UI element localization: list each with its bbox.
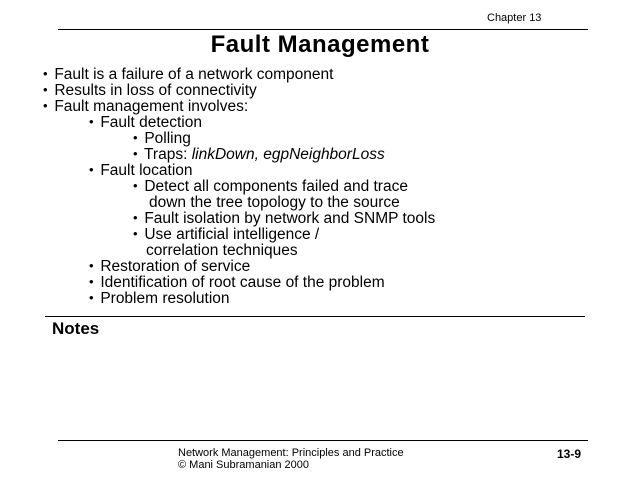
bullet-text: Fault location	[100, 162, 193, 179]
sub-sub-bullet-item	[133, 179, 408, 195]
sub-bullet-item	[89, 163, 193, 179]
bullet-text: Polling	[144, 130, 191, 147]
bullet-text: Detect all components failed and trace	[144, 178, 408, 195]
bullet-dot-icon: •	[43, 82, 48, 97]
chapter-label: Chapter 13	[487, 12, 542, 24]
bullet-text: Fault detection	[100, 114, 202, 131]
bullet-dot-icon: •	[43, 98, 48, 113]
bullet-item	[43, 67, 333, 83]
bullet-text: Problem resolution	[100, 290, 230, 307]
bullet-dot-icon: •	[89, 290, 94, 305]
bullet-dot-icon: •	[133, 178, 138, 193]
footer-book-title: Network Management: Principles and Practice	[178, 447, 404, 459]
bullet-dot-icon: •	[89, 162, 94, 177]
bullet-text: Fault isolation by network and SNMP tools	[144, 210, 436, 227]
bullet-dot-icon: •	[133, 146, 138, 161]
notes-divider	[45, 316, 585, 317]
bullet-dot-icon: •	[89, 274, 94, 289]
bullet-item	[43, 83, 257, 99]
sub-sub-bullet-item	[133, 227, 319, 243]
bullet-text: Use artificial intelligence /	[144, 226, 320, 243]
bullet-text: Identification of root cause of the problem	[100, 274, 385, 291]
footer-copyright: © Mani Subramanian 2000	[178, 459, 310, 471]
sub-bullet-item	[89, 291, 230, 307]
bullet-text: Traps:	[144, 146, 192, 163]
sub-bullet-item	[89, 259, 250, 275]
sub-bullet-item	[89, 115, 202, 131]
bullet-item	[43, 99, 248, 115]
bullet-dot-icon: •	[43, 66, 48, 81]
sub-sub-bullet-item	[133, 147, 385, 163]
bullet-dot-icon: •	[89, 114, 94, 129]
bullet-continuation: down the tree topology to the source	[149, 194, 400, 211]
slide-title: Fault Management	[210, 31, 430, 58]
bullet-dot-icon: •	[89, 258, 94, 273]
sub-sub-bullet-item	[133, 211, 435, 227]
bullet-text: Results in loss of connectivity	[54, 82, 257, 99]
page-number: 13-9	[557, 447, 582, 461]
bullet-dot-icon: •	[133, 130, 138, 145]
trap-names: linkDown, egpNeighborLoss	[191, 146, 385, 163]
bullet-dot-icon: •	[133, 226, 138, 241]
bullet-continuation: correlation techniques	[146, 242, 298, 259]
footer-divider	[58, 440, 588, 441]
bullet-dot-icon: •	[133, 210, 138, 225]
bullet-text: Restoration of service	[100, 258, 251, 275]
bullet-text: Fault management involves:	[54, 98, 249, 115]
notes-heading: Notes	[52, 319, 100, 338]
top-divider	[58, 29, 588, 30]
sub-bullet-item	[89, 275, 385, 291]
bullet-text: Fault is a failure of a network component	[54, 66, 334, 83]
sub-sub-bullet-item	[133, 131, 191, 147]
